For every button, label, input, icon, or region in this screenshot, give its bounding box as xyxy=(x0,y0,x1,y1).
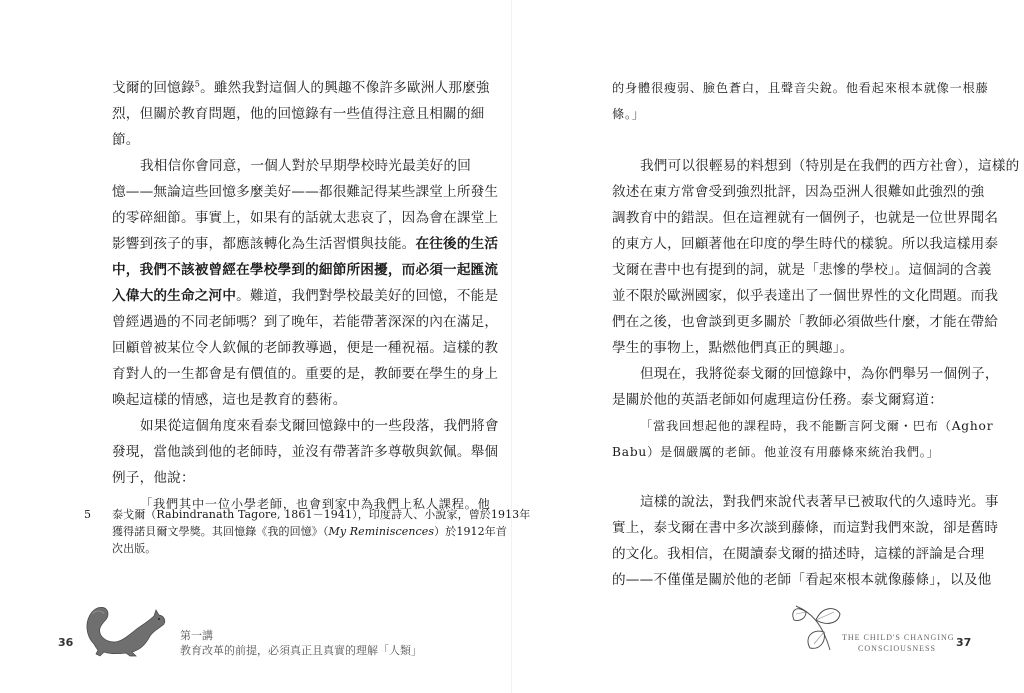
squirrel-icon xyxy=(80,598,172,662)
leaf-branch-icon xyxy=(786,598,848,656)
body-line: 如果從這個角度來看泰戈爾回憶錄中的一些段落，我們將會 xyxy=(140,418,499,434)
body-line: 是關於他的英語老師如何處理這份任務。泰戈爾寫道： xyxy=(612,392,944,408)
footnote-line: 獲得諾貝爾文學獎。其回憶錄《我的回憶》（My Reminiscences）於1912年首 xyxy=(112,525,507,538)
body-line-emphasis: 中，我們不該被曾經在學校學到的細節所困擾，而必須一起匯流 xyxy=(112,262,499,278)
body-line: 曾經遇過的不同老師嗎？到了晚年，若能帶著深深的內在滿足， xyxy=(112,314,499,330)
body-line: 育對人的一生都會是有價值的。重要的是，教師要在學生的身上 xyxy=(112,366,499,382)
body-line: 憶——無論這些回憶多麼美好——都很難記得某些課堂上所發生 xyxy=(112,184,499,200)
running-title: THE CHILD'S CHANGING CONSCIOUSNESS xyxy=(842,633,955,653)
quote-line: 「我們其中一位小學老師，也會到家中為我們上私人課程。他 xyxy=(140,497,491,511)
body-line: 戈爾在書中也有提到的詞，就是「悲慘的學校」。這個詞的含義 xyxy=(612,262,992,278)
chapter-title: 教育改革的前提，必須真正且真實的理解「人類」 xyxy=(180,644,422,657)
body-line: 這樣的說法，對我們來說代表著早已被取代的久遠時光。事 xyxy=(640,494,999,510)
body-line: 的文化。我相信，在閱讀泰戈爾的描述時，這樣的評論是合理 xyxy=(612,546,985,562)
body-line: 但現在，我將從泰戈爾的回憶錄中，為你們舉另一個例子， xyxy=(640,366,999,382)
quote-line: 條。」 xyxy=(612,107,645,121)
footnote-line: 泰戈爾（Rabindranath Tagore, 1861－1941），印度詩人、小說家，曾於1913年 xyxy=(112,508,531,521)
page-number: 37 xyxy=(956,636,972,649)
quote-line: 「當我回想起他的課程時，我不能斷言阿戈爾・巴布（Aghor xyxy=(640,419,994,433)
emphasis-text: 入偉大的生命之河中 xyxy=(112,288,237,304)
body-line: 的——不僅僅是關於他的老師「看起來根本就像藤條」，以及他 xyxy=(612,572,992,588)
emphasis-text: 在往後的生活 xyxy=(415,236,499,252)
body-line: 的東方人，回顧著他在印度的學生時代的樣貌。所以我這樣用泰 xyxy=(612,236,999,252)
footnote-number: 5 xyxy=(84,508,91,521)
body-line: 的零碎細節。事實上，如果有的話就太悲哀了，因為會在課堂上 xyxy=(112,210,499,226)
body-line: 戈爾的回憶錄$^5$。雖然我對這個人的興趣不像許多歐洲人那麼強 xyxy=(112,79,490,96)
body-line: 學生的事物上，點燃他們真正的興趣」。 xyxy=(612,340,854,356)
quote-line: 的身體很瘦弱、臉色蒼白，且聲音尖銳。他看起來根本就像一根藤 xyxy=(612,81,989,95)
body-line: 實上，泰戈爾在書中多次談到藤條，而這對我們來說，卻是舊時 xyxy=(612,520,999,536)
body-line: 喚起這樣的情感，這也是教育的藝術。 xyxy=(112,392,347,408)
chapter-label: 第一講 xyxy=(180,629,213,642)
right-page xyxy=(512,0,1024,693)
body-line: 例子，他說： xyxy=(112,470,195,486)
body-line: 發現，當他談到他的老師時，並沒有帶著許多尊敬與欽佩。舉個 xyxy=(112,444,499,460)
body-line: 入偉大的生命之河中。難道，我們對學校最美好的回憶，不能是 xyxy=(112,288,499,304)
footnote-line: 次出版。 xyxy=(112,542,157,555)
footnote-ref[interactable]: 5 xyxy=(194,79,201,89)
body-line: 影響到孩子的事，都應該轉化為生活習慣與技能。在往後的生活 xyxy=(112,236,499,252)
body-line: 並不限於歐洲國家，似乎表達出了一個世界性的文化問題。而我 xyxy=(612,288,999,304)
body-line: 我相信你會同意，一個人對於早期學校時光最美好的回 xyxy=(140,158,472,174)
body-line: 調教育中的錯誤。但在這裡就有一個例子，也就是一位世界聞名 xyxy=(612,210,999,226)
body-line: 我們可以很輕易的料想到（特別是在我們的西方社會），這樣的 xyxy=(640,158,1020,174)
quote-line: Babu）是個嚴厲的老師。他並沒有用藤條來統治我們。」 xyxy=(612,445,940,459)
body-line: 烈，但關於教育問題，他的回憶錄有一些值得注意且相關的細 xyxy=(112,106,485,122)
body-line: 們在之後，也會談到更多關於「教師必須做些什麼，才能在帶給 xyxy=(612,314,999,330)
body-line: 敘述在東方常會受到強烈批評，因為亞洲人很難如此強烈的強 xyxy=(612,184,985,200)
book-title-italic: My Reminiscences xyxy=(328,525,435,538)
body-line: 節。 xyxy=(112,132,140,148)
page-number: 36 xyxy=(58,636,74,649)
body-line: 回顧曾被某位令人欽佩的老師教導過，便是一種祝福。這樣的教 xyxy=(112,340,499,356)
